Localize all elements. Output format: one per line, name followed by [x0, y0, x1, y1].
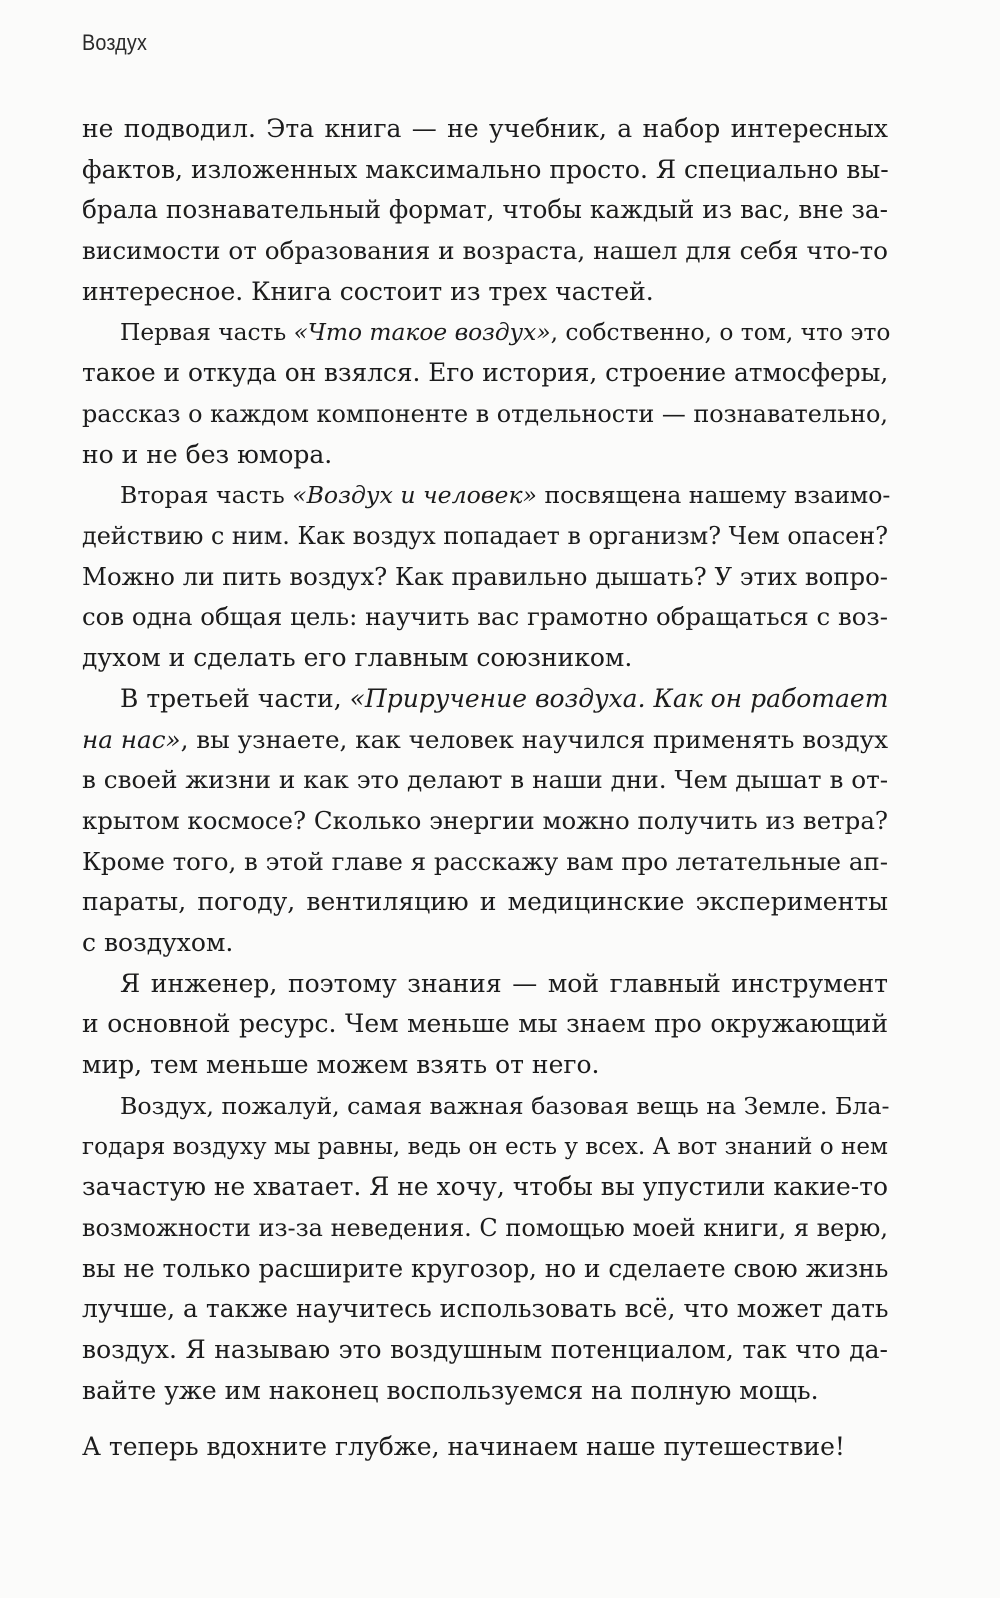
paragraph-4: [82, 679, 888, 964]
book-part-title: «Приручение воздуха. Как он работает: [349, 683, 889, 713]
text-line: воздух. Я называю это воздушным потенциалом, так что да-: [82, 1335, 888, 1365]
paragraph-1: [82, 109, 888, 313]
text-run: , собственно, о том, что это: [550, 318, 891, 346]
text-line: брала познавательный формат, чтобы каждый из вас, вне за-: [82, 195, 888, 225]
text-line: лучше, а также научитесь использовать всё, что может дать: [82, 1294, 889, 1324]
text-line: сов одна общая цель: научить вас грамотно обращаться с воз-: [82, 602, 888, 632]
text-line: параты, погоду, вентиляцию и медицинские эксперименты: [82, 887, 888, 917]
text-line: крытом космосе? Сколько энергии можно получить из ветра?: [82, 805, 888, 835]
text-line: [82, 313, 891, 354]
text-line: и основной ресурс. Чем меньше мы знаем про окружающий: [82, 1009, 888, 1039]
running-head: Воздух: [82, 30, 148, 55]
text-line: возможности из-за неведения. С помощью моей книги, я верю,: [82, 1213, 888, 1242]
text-line: [82, 679, 888, 720]
text-line: Я инженер, поэтому знания — мой главный инструмент: [120, 968, 888, 998]
text-line: в своей жизни и как это делают в наши дни. Чем дышат в от-: [82, 765, 889, 795]
text-run: посвящена нашему взаимо-: [536, 481, 891, 510]
text-line: [82, 720, 888, 761]
text-run: , вы узнаете, как человек научился применять воздух: [180, 724, 889, 754]
text-line: фактов, изложенных максимально просто. Я специально вы-: [82, 154, 889, 184]
paragraph-6: [82, 1086, 888, 1412]
book-part-title: на нас»: [82, 724, 181, 754]
paragraph-5: [82, 964, 888, 1086]
text-line: с воздухом.: [82, 928, 234, 958]
text-line: действию с ним. Как воздух попадает в организм? Чем опасен?: [82, 522, 888, 551]
text-run: Вторая часть: [120, 481, 293, 510]
text-line: висимости от образования и возраста, нашел для себя что-то: [82, 236, 888, 266]
text-line: рассказ о каждом компоненте в отдельности — познавательно,: [82, 399, 888, 428]
closing-line: А теперь вдохните глубже, начинаем наше путешествие!: [82, 1432, 845, 1461]
text-line: вы не только расширите кругозор, но и сделаете свою жизнь: [82, 1253, 889, 1283]
text-line: но и не без юмора.: [82, 439, 333, 469]
text-line: не подводил. Эта книга — не учебник, а набор интересных: [82, 114, 888, 143]
text-line: вайте уже им наконец воспользуемся на полную мощь.: [82, 1375, 819, 1405]
text-line: духом и сделать его главным союзником.: [82, 643, 633, 673]
paragraph-3: [82, 475, 891, 679]
text-run: Первая часть: [120, 318, 294, 346]
text-line: зачастую не хватает. Я не хочу, чтобы вы упустили какие-то: [82, 1172, 888, 1202]
paragraph-2: [82, 313, 891, 476]
book-part-title: «Воздух и человек»: [292, 481, 537, 510]
text-line: мир, тем меньше можем взять от него.: [82, 1050, 600, 1080]
text-line: интересное. Книга состоит из трех частей.: [82, 276, 654, 306]
book-part-title: «Что такое воздух»: [293, 318, 551, 346]
text-line: Кроме того, в этой главе я расскажу вам про летательные ап-: [82, 846, 888, 876]
text-run: В третьей части,: [120, 683, 350, 713]
body-text: [82, 109, 891, 1412]
text-line: [82, 475, 891, 516]
text-line: Можно ли пить воздух? Как правильно дышать? У этих вопро-: [82, 561, 888, 591]
text-line: Воздух, пожалуй, самая важная базовая вещь на Земле. Бла-: [120, 1091, 890, 1120]
text-line: годаря воздуху мы равны, ведь он есть у всех. А вот знаний о нем: [82, 1133, 888, 1160]
text-line: такое и откуда он взялся. Его история, строение атмосферы,: [82, 358, 889, 388]
